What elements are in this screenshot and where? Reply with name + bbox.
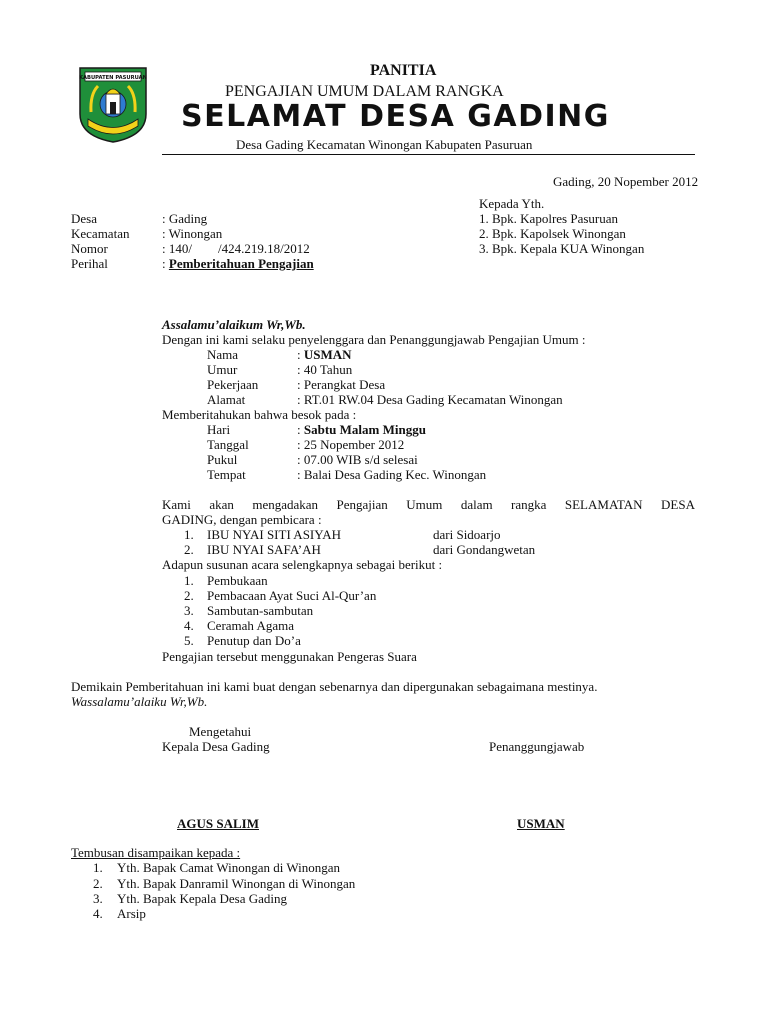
left-signatory-title: Kepala Desa Gading (162, 739, 270, 754)
recipient-item: 3. Bpk. Kepala KUA Winongan (479, 241, 645, 256)
colon: : (297, 347, 304, 362)
meta-label-kecamatan: Kecamatan (71, 226, 130, 241)
event-value (297, 422, 426, 437)
meta-label-desa: Desa (71, 211, 97, 226)
farewell: Wassalamu’alaiku Wr,Wb. (71, 694, 208, 709)
recipient-item: 2. Bpk. Kapolsek Winongan (479, 226, 626, 241)
recipients-heading: Kepada Yth. (479, 196, 545, 211)
colon: : (297, 362, 304, 377)
organizer-value (297, 362, 352, 377)
agenda-item: Pembacaan Ayat Suci Al-Qur’an (207, 588, 377, 603)
event-title: SELAMAT DESA GADING (181, 99, 610, 134)
speaker-num: 1. (184, 527, 194, 542)
meta-value-kecamatan: : Winongan (162, 226, 223, 241)
speaker-num: 2. (184, 542, 194, 557)
paragraph-line1: Kami akan mengadakan Pengajian Umum dalam rangka SELAMATAN DESA (162, 497, 695, 512)
meta-value-desa: : Gading (162, 211, 208, 226)
organizer-value (297, 377, 385, 392)
cc-item: Yth. Bapak Camat Winongan di Winongan (117, 860, 341, 875)
sound-system-note: Pengajian tersebut menggunakan Pengeras Suara (162, 649, 417, 664)
recipient-item: 1. Bpk. Kapolres Pasuruan (479, 211, 619, 226)
event-value (297, 452, 418, 467)
cc-item: Yth. Bapak Kepala Desa Gading (117, 891, 288, 906)
event-label: Pukul (207, 452, 238, 467)
agenda-num: 1. (184, 573, 194, 588)
event-place: Balai Desa Gading Kec. Winongan (303, 467, 487, 482)
acknowledged-label: Mengetahui (189, 724, 252, 739)
organizer-name: USMAN (303, 347, 352, 362)
agenda-num: 3. (184, 603, 194, 618)
speaker-origin: dari Sidoarjo (433, 527, 501, 542)
organizer-value (297, 392, 563, 407)
agenda-item: Pembukaan (207, 573, 268, 588)
colon: : (297, 452, 304, 467)
event-value (297, 437, 404, 452)
agenda-num: 2. (184, 588, 194, 603)
organizer-address: RT.01 RW.04 Desa Gading Kecamatan Winongan (303, 392, 563, 407)
event-time: 07.00 WIB s/d selesai (303, 452, 418, 467)
colon: : (297, 377, 304, 392)
cc-item: Yth. Bapak Danramil Winongan di Winongan (117, 876, 356, 891)
agenda-item: Sambutan-sambutan (207, 603, 314, 618)
paragraph-line2: GADING, dengan pembicara : (162, 512, 322, 527)
speaker-origin: dari Gondangwetan (433, 542, 536, 557)
agenda-item: Penutup dan Do’a (207, 633, 301, 648)
kabupaten-pasuruan-seal-logo (76, 64, 150, 144)
colon: : (297, 437, 304, 452)
event-subtitle: PENGAJIAN UMUM DALAM RANGKA (225, 83, 504, 100)
agenda-intro: Adapun susunan acara selengkapnya sebagai berikut : (162, 557, 443, 572)
event-day: Sabtu Malam Minggu (303, 422, 426, 437)
organizer-age: 40 Tahun (303, 362, 353, 377)
cc-heading: Tembusan disampaikan kepada : (71, 845, 241, 860)
cc-num: 4. (93, 906, 103, 921)
organizer-label: Nama (207, 347, 239, 362)
perihal-subject: Pemberitahuan Pengajian (168, 256, 314, 271)
agenda-num: 4. (184, 618, 194, 633)
letterhead-divider (162, 154, 695, 155)
meta-value-nomor: : 140/ /424.219.18/2012 (162, 241, 310, 256)
organizer-label: Pekerjaan (207, 377, 259, 392)
right-signatory-name: USMAN (517, 816, 565, 831)
agenda-num: 5. (184, 633, 194, 648)
left-signatory-name: AGUS SALIM (177, 816, 259, 831)
cc-num: 2. (93, 876, 103, 891)
seal-text: KABUPATEN PASURUAN (78, 75, 148, 81)
agenda-item: Ceramah Agama (207, 618, 294, 633)
organizer-value (297, 347, 352, 362)
speaker-name: IBU NYAI SITI ASIYAH (207, 527, 341, 542)
notify-text: Memberitahukan bahwa besok pada : (162, 407, 357, 422)
cc-num: 1. (93, 860, 103, 875)
closing-text: Demikain Pemberitahuan ini kami buat dengan sebenarnya dan dipergunakan sebagaimana mestinya. (71, 679, 598, 694)
event-label: Tempat (207, 467, 246, 482)
event-value (297, 467, 486, 482)
meta-label-perihal: Perihal (71, 256, 108, 271)
event-label: Hari (207, 422, 231, 437)
committee-label: PANITIA (370, 62, 437, 79)
event-date: 25 Nopember 2012 (303, 437, 405, 452)
greeting: Assalamu’alaikum Wr,Wb. (162, 317, 306, 332)
meta-label-nomor: Nomor (71, 241, 108, 256)
cc-num: 3. (93, 891, 103, 906)
perihal-colon: : (162, 256, 169, 271)
right-signatory-title: Penanggungjawab (489, 739, 585, 754)
speaker-name: IBU NYAI SAFA’AH (207, 542, 321, 557)
colon: : (297, 467, 304, 482)
letter-date: Gading, 20 Nopember 2012 (553, 174, 699, 189)
organizer-job: Perangkat Desa (303, 377, 386, 392)
colon: : (297, 392, 304, 407)
organizer-label: Umur (207, 362, 238, 377)
cc-item: Arsip (117, 906, 146, 921)
meta-value-perihal (162, 256, 314, 271)
letterhead-address: Desa Gading Kecamatan Winongan Kabupaten Pasuruan (236, 137, 533, 152)
organizer-label: Alamat (207, 392, 246, 407)
colon: : (297, 422, 304, 437)
event-label: Tanggal (207, 437, 249, 452)
intro-text: Dengan ini kami selaku penyelenggara dan Penanggungjawab Pengajian Umum : (162, 332, 586, 347)
